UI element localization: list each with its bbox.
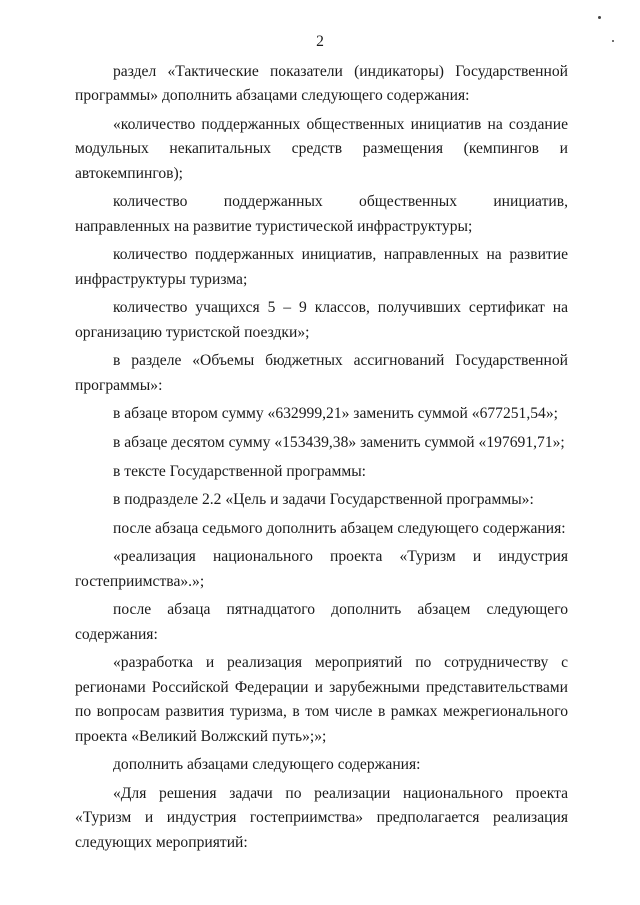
paragraph: количество учащихся 5 – 9 классов, получивших сертификат на организацию туристской поездки»; — [75, 299, 568, 341]
paragraph: «разработка и реализация мероприятий по сотрудничеству с регионами Российской Федерации и зарубежными представительствами по вопросам развития туризма, в том числе в рамках межрегионального проекта «Великий Волжский путь»;»; — [75, 654, 568, 745]
paragraph: раздел «Тактические показатели (индикаторы) Государственной программы» дополнить абзацами следующего содержания: — [75, 63, 568, 105]
paragraph: «Для решения задачи по реализации национального проекта «Туризм и индустрия гостеприимства» предполагается реализация следующих мероприятий: — [75, 784, 568, 851]
scan-speck — [598, 16, 601, 19]
page-number: 2 — [316, 33, 324, 50]
paragraph: в тексте Государственной программы: — [113, 462, 367, 480]
paragraph: в абзаце втором сумму «632999,21» заменить суммой «677251,54»; — [113, 405, 558, 423]
paragraph: в подразделе 2.2 «Цель и задачи Государственной программы»: — [113, 491, 534, 509]
paragraph: количество поддержанных общественных инициатив, направленных на развитие туристической инфраструктуры; — [75, 193, 568, 235]
document-body — [75, 60, 568, 859]
paragraph: «реализация национального проекта «Туризм и индустрия гостеприимства».»; — [75, 548, 568, 590]
paragraph: после абзаца пятнадцатого дополнить абзацем следующего содержания: — [75, 601, 568, 643]
scan-speck — [612, 40, 614, 42]
paragraph: в абзаце десятом сумму «153439,38» заменить суммой «197691,71»; — [113, 434, 565, 451]
paragraph: после абзаца седьмого дополнить абзацем следующего содержания: — [113, 519, 566, 537]
paragraph: в разделе «Объемы бюджетных ассигнований Государственной программы»: — [75, 352, 568, 394]
paragraph: «количество поддержанных общественных инициатив на создание модульных некапитальных средств размещения (кемпингов и автокемпингов); — [75, 116, 568, 182]
paragraph: количество поддержанных инициатив, направленных на развитие инфраструктуры туризма; — [75, 246, 568, 288]
paragraph: дополнить абзацами следующего содержания: — [113, 756, 421, 774]
